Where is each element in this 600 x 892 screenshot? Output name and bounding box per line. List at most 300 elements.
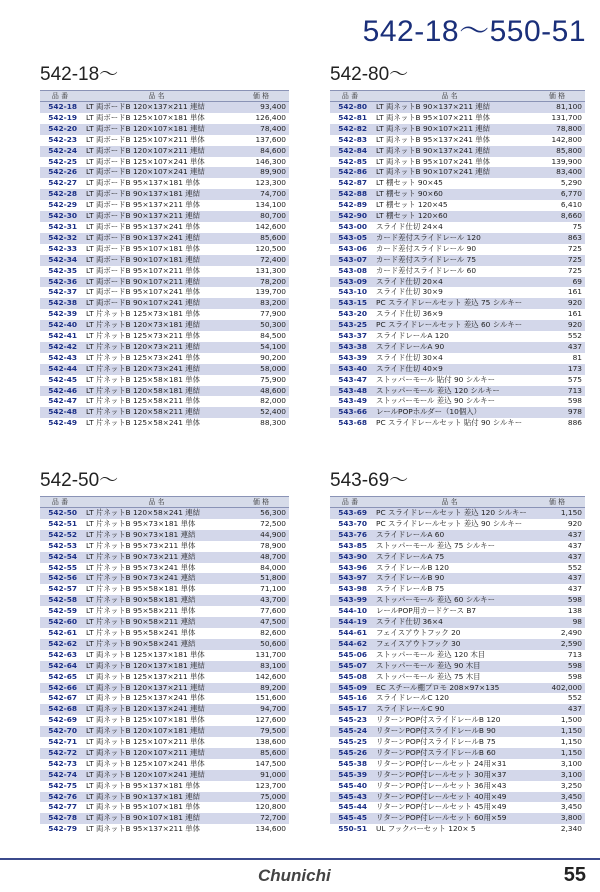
cell-code: 542-77 [40, 802, 80, 813]
cell-code: 545-38 [330, 759, 370, 770]
table-row [40, 563, 289, 574]
cell-code: 545-43 [330, 792, 370, 803]
cell-price: 90,200 [233, 353, 289, 364]
cell-name: LT 両ボードB 95×107×241 単体 [80, 287, 233, 298]
cell-price: 58,000 [233, 364, 289, 375]
cell-code: 544-10 [330, 606, 370, 617]
cell-name: LT 片ネットB 120×58×181 連結 [80, 386, 233, 397]
cell-name: LT 片ネットB 95×58×211 単体 [80, 606, 233, 617]
cell-code: 542-84 [330, 146, 370, 157]
cell-name: リターンPOP付スライドレールB 120 [370, 715, 529, 726]
cell-price: 47,500 [233, 617, 289, 628]
cell-name: EC スチール棚プロモ 208×97×135 [370, 683, 529, 694]
cell-name: スライド仕切 36×4 [370, 617, 529, 628]
cell-name: LT 両ボードB 95×107×211 単体 [80, 266, 233, 277]
cell-price: 72,400 [233, 255, 289, 266]
cell-price: 78,400 [233, 124, 289, 135]
table-row [330, 704, 585, 715]
table-row [330, 277, 585, 288]
cell-code: 542-38 [40, 298, 80, 309]
cell-price: 131,700 [529, 113, 585, 124]
price-table [330, 90, 585, 429]
cell-price: 139,700 [233, 287, 289, 298]
cell-price: 81,100 [529, 102, 585, 113]
cell-code: 542-54 [40, 552, 80, 563]
cell-code: 542-39 [40, 309, 80, 320]
cell-code: 542-70 [40, 726, 80, 737]
header-name: 品 名 [370, 91, 529, 102]
cell-code: 542-28 [40, 189, 80, 200]
table-header-row [40, 91, 289, 102]
cell-code: 542-57 [40, 584, 80, 595]
cell-code: 543-07 [330, 255, 370, 266]
cell-name: カード差付スライドレール 120 [370, 233, 529, 244]
cell-code: 543-06 [330, 244, 370, 255]
cell-code: 545-23 [330, 715, 370, 726]
header-code: 品 番 [40, 497, 80, 508]
table-row [330, 530, 585, 541]
cell-name: LT 片ネットB 90×73×241 連結 [80, 573, 233, 584]
table-row [330, 824, 585, 835]
cell-name: LT 片ネットB 95×58×241 単体 [80, 628, 233, 639]
cell-code: 544-19 [330, 617, 370, 628]
cell-code: 543-68 [330, 418, 370, 429]
cell-price: 89,200 [233, 683, 289, 694]
cell-price: 94,700 [233, 704, 289, 715]
cell-name: LT 棚セット 90×60 [370, 189, 529, 200]
cell-name: LT 片ネットB 125×58×181 単体 [80, 375, 233, 386]
cell-code: 542-85 [330, 157, 370, 168]
table-row [330, 683, 585, 694]
cell-name: LT 両ボードB 90×137×181 連結 [80, 189, 233, 200]
cell-name: ストッパーモール 貼付 90 シルキー [370, 375, 529, 386]
table-row [40, 244, 289, 255]
cell-price: 3,800 [529, 813, 585, 824]
table-row [330, 661, 585, 672]
cell-code: 543-90 [330, 552, 370, 563]
cell-price: 437 [529, 552, 585, 563]
cell-price: 402,000 [529, 683, 585, 694]
cell-code: 542-87 [330, 178, 370, 189]
cell-code: 543-00 [330, 222, 370, 233]
cell-price: 2,490 [529, 628, 585, 639]
table-row [330, 672, 585, 683]
cell-price: 1,150 [529, 748, 585, 759]
cell-code: 542-42 [40, 342, 80, 353]
cell-price: 151,600 [233, 693, 289, 704]
cell-price: 725 [529, 266, 585, 277]
cell-code: 543-10 [330, 287, 370, 298]
cell-name: ストッパーモール 差込 120 シルキー [370, 386, 529, 397]
cell-name: スライド仕切 30×9 [370, 287, 529, 298]
cell-name: ストッパーモール 差込 120 木目 [370, 650, 529, 661]
cell-name: LT 両ボードB 90×137×211 連結 [80, 211, 233, 222]
cell-price: 78,800 [529, 124, 585, 135]
cell-price: 85,800 [529, 146, 585, 157]
cell-code: 545-45 [330, 813, 370, 824]
cell-name: LT 両ネットB 125×137×241 単体 [80, 693, 233, 704]
table-row [330, 628, 585, 639]
cell-code: 542-50 [40, 508, 80, 519]
header-name: 品 名 [370, 497, 529, 508]
table-row [330, 617, 585, 628]
cell-code: 542-56 [40, 573, 80, 584]
table-row [40, 222, 289, 233]
cell-name: LT 片ネットB 90×58×241 連結 [80, 639, 233, 650]
cell-price: 126,400 [233, 113, 289, 124]
cell-name: カード差付スライドレール 90 [370, 244, 529, 255]
cell-code: 542-20 [40, 124, 80, 135]
table-row [330, 650, 585, 661]
cell-name: ストッパーモール 差込 75 木目 [370, 672, 529, 683]
table-row [40, 824, 289, 835]
cell-code: 542-60 [40, 617, 80, 628]
cell-name: LT 両ボードB 90×107×181 連結 [80, 255, 233, 266]
cell-code: 542-52 [40, 530, 80, 541]
cell-code: 542-23 [40, 135, 80, 146]
cell-code: 542-41 [40, 331, 80, 342]
cell-name: PC スライドレールセット 貼付 90 シルキー [370, 418, 529, 429]
table-row [40, 639, 289, 650]
table-row [40, 266, 289, 277]
cell-name: LT 片ネットB 125×73×241 単体 [80, 353, 233, 364]
cell-name: LT 片ネットB 120×73×241 連結 [80, 364, 233, 375]
header-price: 価 格 [529, 497, 585, 508]
cell-name: LT 両ネットB 125×137×211 単体 [80, 672, 233, 683]
table-row [40, 309, 289, 320]
table-row [330, 606, 585, 617]
cell-price: 3,100 [529, 770, 585, 781]
table-row [330, 364, 585, 375]
cell-name: LT 両ボードB 95×137×181 単体 [80, 178, 233, 189]
cell-price: 437 [529, 541, 585, 552]
cell-name: LT 片ネットB 125×58×241 単体 [80, 418, 233, 429]
cell-name: スライドレールA 60 [370, 530, 529, 541]
cell-code: 542-69 [40, 715, 80, 726]
table-row [330, 715, 585, 726]
table-row [40, 541, 289, 552]
cell-price: 72,500 [233, 519, 289, 530]
table-row [40, 189, 289, 200]
cell-price: 98 [529, 617, 585, 628]
table-row [330, 331, 585, 342]
cell-name: リターンPOP付レールセット 24用×31 [370, 759, 529, 770]
table-row [330, 200, 585, 211]
cell-name: LT 両ネットB 125×107×211 単体 [80, 737, 233, 748]
cell-code: 542-48 [40, 407, 80, 418]
cell-price: 93,400 [233, 102, 289, 113]
cell-name: リターンPOP付レールセット 40用×49 [370, 792, 529, 803]
table-row [330, 418, 585, 429]
table-row [40, 277, 289, 288]
cell-name: LT 棚セット 120×45 [370, 200, 529, 211]
table-row [330, 759, 585, 770]
cell-code: 542-59 [40, 606, 80, 617]
cell-name: LT 両ネットB 120×107×241 連結 [80, 770, 233, 781]
cell-code: 542-72 [40, 748, 80, 759]
table-row [330, 541, 585, 552]
cell-price: 138 [529, 606, 585, 617]
table-row [330, 353, 585, 364]
cell-price: 863 [529, 233, 585, 244]
table-row [40, 353, 289, 364]
table-row [330, 770, 585, 781]
table-row [330, 255, 585, 266]
cell-code: 545-26 [330, 748, 370, 759]
cell-price: 161 [529, 309, 585, 320]
cell-code: 545-40 [330, 781, 370, 792]
table-row [330, 222, 585, 233]
cell-name: LT 両ネットB 120×107×181 連結 [80, 726, 233, 737]
table-row [40, 178, 289, 189]
cell-code: 545-07 [330, 661, 370, 672]
cell-code: 542-64 [40, 661, 80, 672]
table-row [330, 584, 585, 595]
cell-name: LT 両ボードB 125×107×211 単体 [80, 135, 233, 146]
table-row [330, 287, 585, 298]
cell-name: フェイスアウトフック 20 [370, 628, 529, 639]
cell-name: スライドレールB 120 [370, 563, 529, 574]
section-title: 542-18～ [40, 64, 119, 85]
cell-code: 542-47 [40, 396, 80, 407]
section-543-69 [330, 470, 585, 835]
cell-price: 78,900 [233, 541, 289, 552]
header-name: 品 名 [80, 497, 233, 508]
cell-name: リターンPOP付レールセット 45用×49 [370, 802, 529, 813]
cell-name: LT 両ネットB 95×107×241 単体 [370, 157, 529, 168]
section-542-80 [330, 64, 585, 429]
cell-name: LT 両ボードB 125×107×241 単体 [80, 157, 233, 168]
cell-price: 52,400 [233, 407, 289, 418]
cell-price: 44,900 [233, 530, 289, 541]
cell-name: スライドレールB 75 [370, 584, 529, 595]
cell-code: 543-96 [330, 563, 370, 574]
cell-name: LT 片ネットB 95×73×211 単体 [80, 541, 233, 552]
cell-price: 437 [529, 584, 585, 595]
cell-code: 542-81 [330, 113, 370, 124]
cell-name: ストッパーモール 差込 90 シルキー [370, 396, 529, 407]
cell-code: 542-26 [40, 167, 80, 178]
table-row [330, 178, 585, 189]
table-row [40, 530, 289, 541]
header-price: 価 格 [529, 91, 585, 102]
cell-price: 83,200 [233, 298, 289, 309]
table-row [40, 386, 289, 397]
cell-code: 542-80 [330, 102, 370, 113]
cell-code: 542-83 [330, 135, 370, 146]
cell-price: 575 [529, 375, 585, 386]
cell-code: 542-89 [330, 200, 370, 211]
table-row [40, 759, 289, 770]
cell-name: LT 両ネットB 120×137×211 連結 [80, 683, 233, 694]
table-row [40, 519, 289, 530]
table-row [40, 693, 289, 704]
table-row [40, 167, 289, 178]
cell-code: 542-68 [40, 704, 80, 715]
cell-name: LT 両ボードB 95×107×181 単体 [80, 244, 233, 255]
table-row [40, 726, 289, 737]
cell-code: 542-53 [40, 541, 80, 552]
cell-price: 127,600 [233, 715, 289, 726]
table-row [40, 802, 289, 813]
table-row [330, 519, 585, 530]
table-row [40, 407, 289, 418]
cell-code: 543-20 [330, 309, 370, 320]
cell-code: 542-35 [40, 266, 80, 277]
cell-code: 543-85 [330, 541, 370, 552]
cell-code: 543-97 [330, 573, 370, 584]
cell-price: 552 [529, 563, 585, 574]
cell-price: 598 [529, 396, 585, 407]
cell-code: 545-25 [330, 737, 370, 748]
cell-name: スライドレールC 120 [370, 693, 529, 704]
cell-code: 542-46 [40, 386, 80, 397]
cell-price: 1,150 [529, 508, 585, 519]
cell-price: 142,800 [529, 135, 585, 146]
cell-code: 543-47 [330, 375, 370, 386]
cell-name: LT 片ネットB 120×73×181 連結 [80, 320, 233, 331]
table-row [40, 661, 289, 672]
cell-code: 545-16 [330, 693, 370, 704]
page-range-title: 542-18～550-51 [362, 15, 586, 48]
table-row [40, 375, 289, 386]
cell-price: 74,700 [233, 189, 289, 200]
cell-code: 542-18 [40, 102, 80, 113]
table-row [40, 146, 289, 157]
table-row [330, 102, 585, 113]
cell-name: LT 両ネットB 90×107×211 連結 [370, 124, 529, 135]
table-row [330, 802, 585, 813]
cell-price: 920 [529, 298, 585, 309]
cell-price: 77,600 [233, 606, 289, 617]
table-row [40, 683, 289, 694]
section-title: 542-80～ [330, 64, 409, 85]
cell-price: 75,900 [233, 375, 289, 386]
table-row [40, 364, 289, 375]
cell-name: LT 両ボードB 125×107×181 単体 [80, 113, 233, 124]
footer-divider [0, 858, 600, 860]
table-row [330, 407, 585, 418]
cell-price: 437 [529, 530, 585, 541]
table-row [40, 342, 289, 353]
cell-code: 542-55 [40, 563, 80, 574]
cell-code: 545-08 [330, 672, 370, 683]
cell-name: LT 両ネットB 125×107×241 単体 [80, 759, 233, 770]
cell-code: 543-98 [330, 584, 370, 595]
cell-price: 131,700 [233, 650, 289, 661]
cell-price: 89,900 [233, 167, 289, 178]
table-row [330, 233, 585, 244]
table-row [330, 552, 585, 563]
cell-code: 543-05 [330, 233, 370, 244]
cell-price: 598 [529, 672, 585, 683]
cell-name: LT 片ネットB 125×58×211 単体 [80, 396, 233, 407]
cell-code: 542-75 [40, 781, 80, 792]
cell-code: 542-51 [40, 519, 80, 530]
price-table [40, 496, 289, 835]
cell-price: 147,500 [233, 759, 289, 770]
cell-name: PC スライドレールセット 差込 75 シルキー [370, 298, 529, 309]
cell-name: PC スライドレールセット 差込 90 シルキー [370, 519, 529, 530]
cell-price: 80,700 [233, 211, 289, 222]
cell-name: LT 両ネットB 95×107×211 単体 [370, 113, 529, 124]
cell-price: 2,340 [529, 824, 585, 835]
cell-price: 6,410 [529, 200, 585, 211]
cell-price: 54,100 [233, 342, 289, 353]
cell-price: 920 [529, 320, 585, 331]
cell-price: 83,400 [529, 167, 585, 178]
brand-logo: Chunichi [258, 866, 331, 885]
cell-price: 75 [529, 222, 585, 233]
cell-price: 437 [529, 704, 585, 715]
cell-price: 920 [529, 519, 585, 530]
cell-name: LT 両ネットB 95×107×181 単体 [80, 802, 233, 813]
cell-name: リターンPOP付レールセット 60用×59 [370, 813, 529, 824]
cell-code: 542-33 [40, 244, 80, 255]
table-row [330, 157, 585, 168]
cell-price: 77,900 [233, 309, 289, 320]
cell-code: 544-62 [330, 639, 370, 650]
cell-price: 85,600 [233, 233, 289, 244]
table-row [330, 298, 585, 309]
table-row [40, 298, 289, 309]
cell-code: 542-58 [40, 595, 80, 606]
cell-name: LT 両ネットB 95×137×211 単体 [80, 824, 233, 835]
cell-price: 134,100 [233, 200, 289, 211]
table-row [40, 813, 289, 824]
cell-price: 79,500 [233, 726, 289, 737]
header-code: 品 番 [330, 91, 370, 102]
table-row [330, 386, 585, 397]
cell-name: LT 棚セット 90×45 [370, 178, 529, 189]
cell-code: 542-31 [40, 222, 80, 233]
table-row [330, 595, 585, 606]
price-table [40, 90, 289, 429]
cell-name: スライドレールA 90 [370, 342, 529, 353]
cell-name: ストッパーモール 差込 90 木目 [370, 661, 529, 672]
cell-code: 543-69 [330, 508, 370, 519]
table-row [40, 704, 289, 715]
table-row [330, 211, 585, 222]
cell-name: LT 両ネットB 120×137×241 連結 [80, 704, 233, 715]
cell-code: 542-71 [40, 737, 80, 748]
table-row [330, 792, 585, 803]
cell-name: カード差付スライドレール 75 [370, 255, 529, 266]
cell-code: 542-86 [330, 167, 370, 178]
cell-name: LT 両ネットB 90×107×241 連結 [370, 167, 529, 178]
header-code: 品 番 [330, 497, 370, 508]
cell-price: 81 [529, 353, 585, 364]
cell-name: PC スライドレールセット 差込 120 シルキー [370, 508, 529, 519]
cell-name: レールPOP用カードケース B7 [370, 606, 529, 617]
table-row [330, 375, 585, 386]
cell-price: 8,660 [529, 211, 585, 222]
cell-code: 542-62 [40, 639, 80, 650]
cell-code: 542-90 [330, 211, 370, 222]
table-row [40, 584, 289, 595]
cell-name: スライド仕切 20×4 [370, 277, 529, 288]
cell-name: LT 片ネットB 90×58×211 連結 [80, 617, 233, 628]
cell-price: 142,600 [233, 222, 289, 233]
cell-price: 5,290 [529, 178, 585, 189]
cell-price: 50,600 [233, 639, 289, 650]
cell-price: 134,600 [233, 824, 289, 835]
cell-price: 146,300 [233, 157, 289, 168]
cell-price: 138,600 [233, 737, 289, 748]
cell-name: LT 片ネットB 120×58×211 連結 [80, 407, 233, 418]
cell-name: LT 片ネットB 125×73×211 単体 [80, 331, 233, 342]
table-row [330, 781, 585, 792]
